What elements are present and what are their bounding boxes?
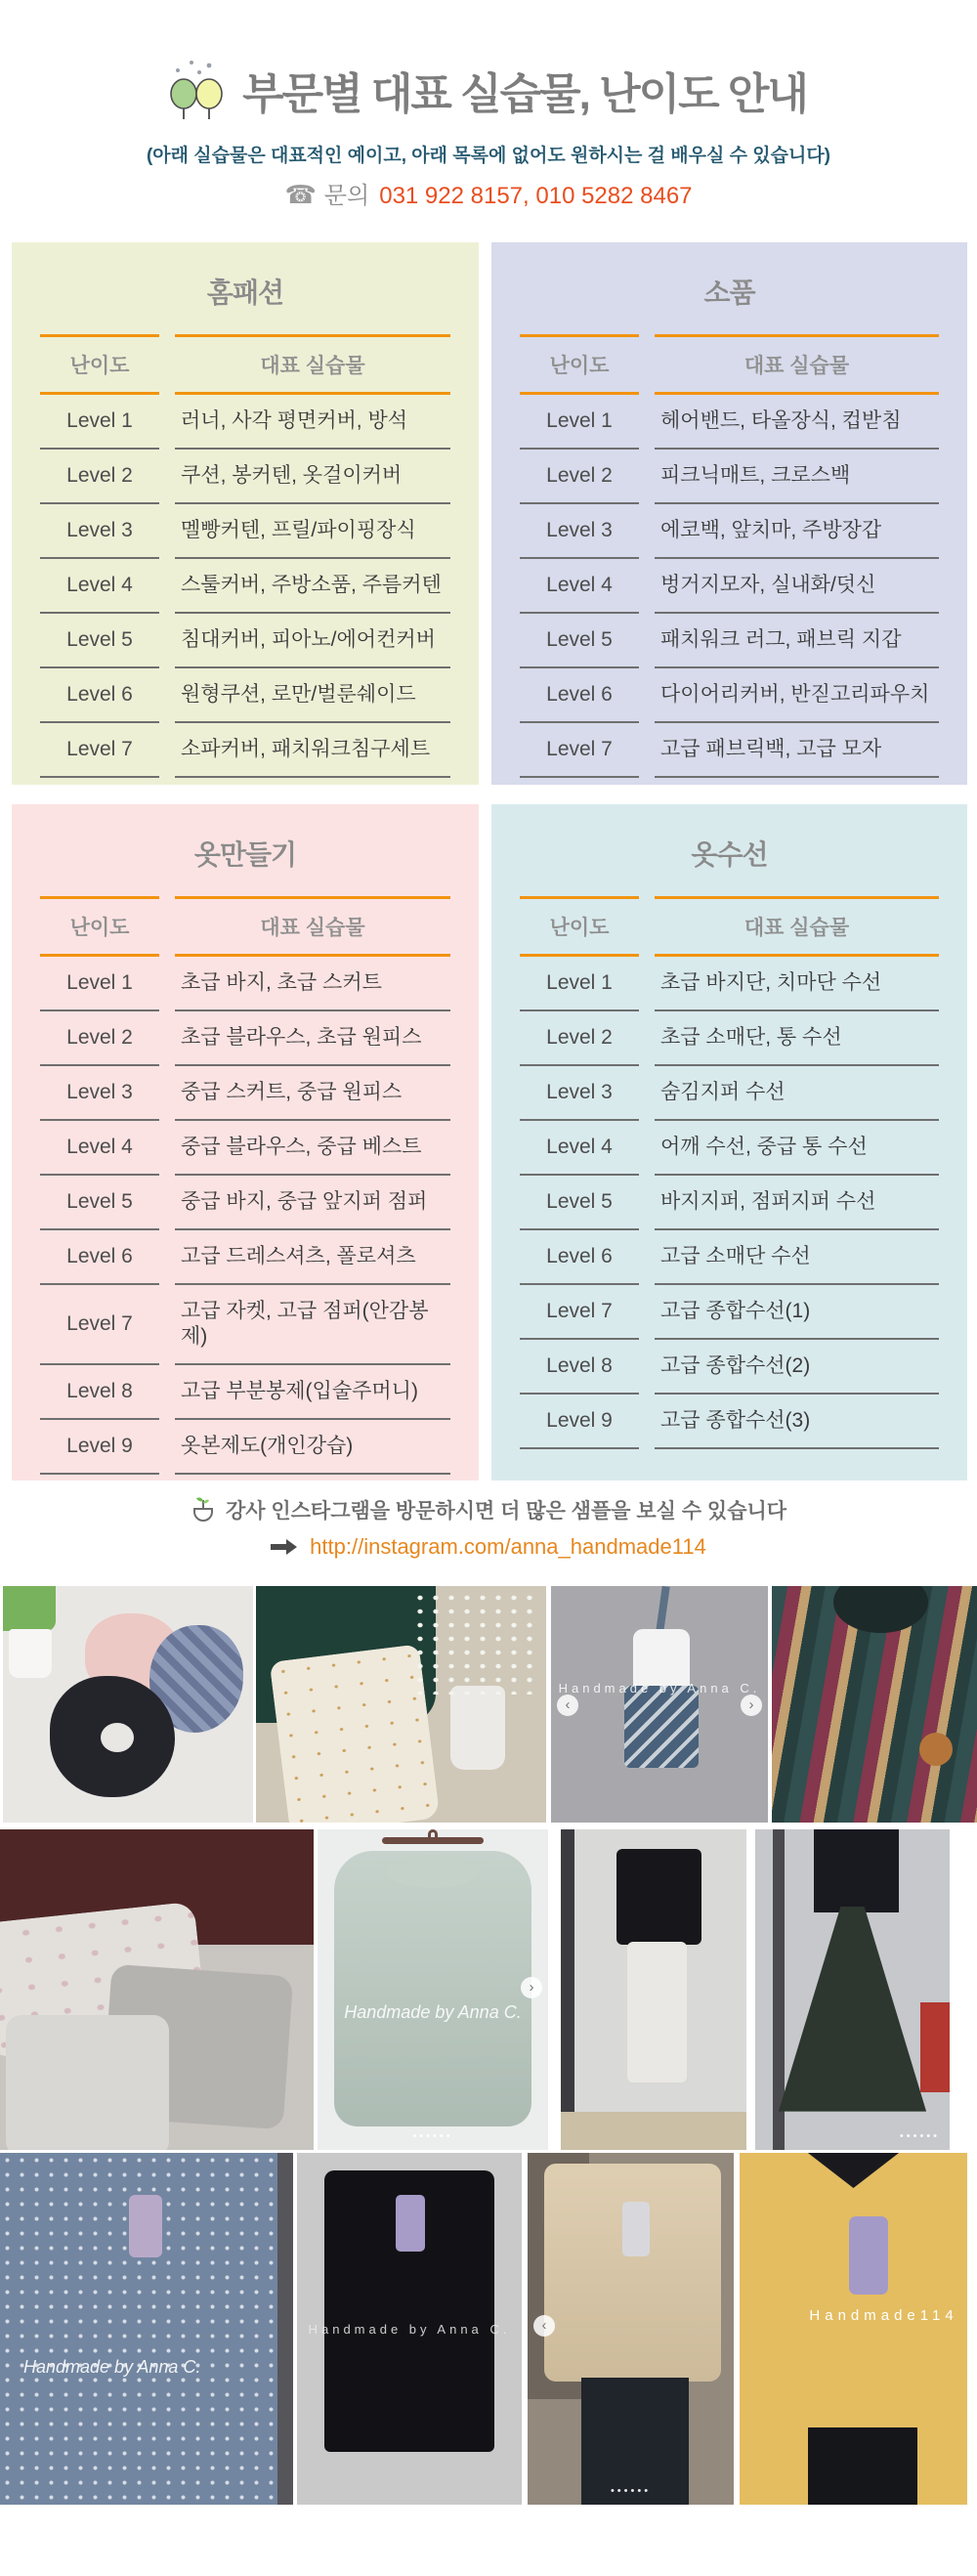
potted-sprout-icon (191, 1495, 216, 1524)
photo-drawstring-pouch (256, 1586, 546, 1823)
contact-label: 문의 (323, 183, 370, 209)
table-row (520, 559, 939, 614)
right-arrow-icon (271, 1538, 298, 1556)
table-row (520, 1285, 939, 1340)
items-cell: 침대커버, 피아노/에어컨커버 (175, 614, 450, 668)
table-row (40, 1121, 450, 1176)
items-cell: 러너, 사각 평면커버, 방석 (175, 395, 450, 450)
column-header-level: 난이도 (520, 896, 639, 957)
watermark: Handmade by Anna C. (23, 2356, 201, 2377)
hanger-shape (382, 1837, 484, 1844)
column-header-items: 대표 실습물 (655, 334, 939, 395)
table-row (520, 1230, 939, 1285)
phone-shape (129, 2195, 162, 2257)
table-row (520, 723, 939, 778)
level-cell: Level 4 (40, 559, 159, 614)
items-cell: 고급 소매단 수선 (655, 1230, 939, 1285)
watermark: Handmade by Anna C. (558, 1680, 761, 1696)
level-cell: Level 4 (520, 1121, 639, 1176)
items-cell: 고급 자켓, 고급 점퍼(안감봉제) (175, 1285, 450, 1365)
table-row (520, 1176, 939, 1230)
vase-shape (450, 1686, 505, 1770)
items-cell: 고급 부분봉제(입술주머니) (175, 1365, 450, 1420)
carousel-dots: •••••• (412, 2130, 453, 2142)
flared-skirt-shape (779, 1907, 926, 2112)
level-cell: Level 2 (520, 450, 639, 504)
table-row (40, 957, 450, 1011)
items-cell: 초급 바지단, 치마단 수선 (655, 957, 939, 1011)
carousel-dots: •••••• (610, 2485, 652, 2497)
items-cell: 고급 패브릭백, 고급 모자 (655, 723, 939, 778)
items-cell: 중급 스커트, 중급 원피스 (175, 1066, 450, 1121)
collar-shape (808, 2153, 899, 2188)
items-cell: 패치워크 러그, 패브릭 지갑 (655, 614, 939, 668)
photo-blue-dress-selfie (0, 2153, 293, 2505)
flowers-decor (412, 1591, 540, 1695)
table-row (40, 1176, 450, 1230)
level-cell: Level 5 (40, 614, 159, 668)
mirror-frame-shape (561, 1829, 574, 2150)
items-cell: 헤어밴드, 타올장식, 컵받침 (655, 395, 939, 450)
contact-line (0, 176, 977, 210)
level-cell: Level 1 (520, 395, 639, 450)
pot-decor (9, 1629, 52, 1678)
table-row (40, 723, 450, 778)
level-cell: Level 6 (520, 668, 639, 723)
items-cell: 옷본제도(개인강습) (175, 1420, 450, 1475)
table-body (520, 395, 939, 778)
watermark: Handmade by Anna C. (308, 2321, 511, 2337)
table-row (40, 1011, 450, 1066)
blouse-shape (334, 1851, 532, 2126)
twin-trees-icon (170, 57, 227, 121)
table-row (520, 957, 939, 1011)
table-row (520, 1011, 939, 1066)
instagram-link-row (0, 1534, 977, 1560)
items-cell: 쿠션, 봉커텐, 옷걸이커버 (175, 450, 450, 504)
column-header-level: 난이도 (40, 334, 159, 395)
items-cell: 중급 블라우스, 중급 베스트 (175, 1121, 450, 1176)
items-cell: 고급 종합수선(2) (655, 1340, 939, 1395)
chevron-left-icon[interactable]: ‹ (533, 2315, 555, 2337)
watermark: Handmade by Anna C. (344, 2002, 522, 2023)
table-row (40, 614, 450, 668)
table-row (40, 668, 450, 723)
panel-clothing-making (12, 804, 479, 1481)
phone-icon: ☎ (284, 180, 317, 209)
panel-homefashion (12, 242, 479, 785)
contact-phone-numbers: 031 922 8157, 010 5282 8467 (379, 183, 693, 209)
photo-cup-sleeve (551, 1586, 768, 1823)
level-cell: Level 5 (520, 1176, 639, 1230)
level-cell: Level 5 (40, 1176, 159, 1230)
sleeve-shape (624, 1686, 699, 1768)
items-cell: 고급 종합수선(3) (655, 1395, 939, 1449)
photo-flared-skirt-selfie (755, 1829, 950, 2150)
level-cell: Level 7 (520, 723, 639, 778)
column-header-level: 난이도 (520, 334, 639, 395)
items-cell: 바지지퍼, 점퍼지퍼 수선 (655, 1176, 939, 1230)
level-cell: Level 7 (40, 1285, 159, 1365)
table-row (520, 504, 939, 559)
photo-white-pants-selfie (561, 1829, 746, 2150)
photo-bucket-bag (772, 1586, 977, 1823)
table-row (520, 395, 939, 450)
page-title: 부문별 대표 실습물, 난이도 안내 (242, 70, 807, 118)
photo-yellow-jacket-selfie (740, 2153, 967, 2505)
dark-pants-shape (808, 2427, 917, 2505)
items-cell: 스툴커버, 주방소품, 주름커텐 (175, 559, 450, 614)
level-table (24, 334, 466, 778)
level-cell: Level 1 (40, 957, 159, 1011)
level-table (504, 896, 955, 1449)
table-row (520, 614, 939, 668)
watermark: Handmade114 (809, 2307, 958, 2325)
beige-jacket-shape (544, 2164, 721, 2382)
level-cell: Level 4 (520, 559, 639, 614)
panel-title: 소품 (703, 278, 755, 308)
items-cell: 다이어리커버, 반짇고리파우치 (655, 668, 939, 723)
table-row (520, 1340, 939, 1395)
floor-shape (561, 2112, 746, 2150)
table-row (40, 1230, 450, 1285)
photo-black-coat-selfie (297, 2153, 522, 2505)
bag-cinch-shape (833, 1586, 928, 1633)
items-cell: 초급 소매단, 통 수선 (655, 1011, 939, 1066)
phone-shape (849, 2216, 888, 2295)
items-cell: 멜빵커텐, 프릴/파이핑장식 (175, 504, 450, 559)
table-body (40, 957, 450, 1475)
phone-shape (396, 2195, 425, 2252)
table-body (520, 957, 939, 1449)
instagram-link[interactable]: http://instagram.com/anna_handmade114 (310, 1534, 706, 1559)
level-cell: Level 8 (520, 1340, 639, 1395)
instagram-note-text: 강사 인스타그램을 방문하시면 더 많은 샘플을 보실 수 있습니다 (225, 1500, 787, 1523)
level-table (24, 896, 466, 1475)
dark-top-shape (814, 1829, 900, 1912)
pillow-shape (6, 2015, 169, 2150)
panel-accessories (491, 242, 967, 785)
table-row (520, 1066, 939, 1121)
instagram-note (0, 1495, 977, 1524)
level-cell: Level 2 (520, 1011, 639, 1066)
column-header-items: 대표 실습물 (655, 896, 939, 957)
scrunchie-hole (101, 1723, 134, 1752)
phone-shape (622, 2202, 650, 2256)
red-cabinet-shape (920, 2002, 950, 2092)
chevron-right-icon[interactable]: › (521, 1977, 542, 1998)
items-cell: 초급 블라우스, 초급 원피스 (175, 1011, 450, 1066)
black-top-shape (616, 1849, 701, 1945)
items-cell: 원형쿠션, 로만/벌룬쉐이드 (175, 668, 450, 723)
level-cell: Level 1 (40, 395, 159, 450)
items-cell: 벙거지모자, 실내화/덧신 (655, 559, 939, 614)
level-cell: Level 3 (40, 504, 159, 559)
level-cell: Level 2 (40, 450, 159, 504)
panel-title: 홈패션 (206, 278, 284, 308)
photo-beige-jacket-selfie (528, 2153, 734, 2505)
level-cell: Level 4 (40, 1121, 159, 1176)
panel-title: 옷수선 (691, 839, 768, 870)
items-cell: 숨김지퍼 수선 (655, 1066, 939, 1121)
level-cell: Level 5 (520, 614, 639, 668)
level-cell: Level 9 (40, 1420, 159, 1475)
level-cell: Level 8 (40, 1365, 159, 1420)
level-cell: Level 9 (520, 1395, 639, 1449)
items-cell: 고급 종합수선(1) (655, 1285, 939, 1340)
mirror-frame-shape (277, 2153, 293, 2505)
level-cell: Level 3 (520, 504, 639, 559)
items-cell: 어깨 수선, 중급 통 수선 (655, 1121, 939, 1176)
table-row (40, 504, 450, 559)
items-cell: 에코백, 앞치마, 주방장갑 (655, 504, 939, 559)
level-cell: Level 7 (520, 1285, 639, 1340)
plant-decor (3, 1586, 56, 1631)
panel-title: 옷만들기 (193, 839, 297, 870)
table-row (520, 1395, 939, 1449)
table-row (40, 1420, 450, 1475)
level-cell: Level 1 (520, 957, 639, 1011)
level-cell: Level 3 (520, 1066, 639, 1121)
level-cell: Level 3 (40, 1066, 159, 1121)
items-cell: 중급 바지, 중급 앞지퍼 점퍼 (175, 1176, 450, 1230)
table-row (520, 668, 939, 723)
items-cell: 소파커버, 패치워크침구세트 (175, 723, 450, 778)
level-table (504, 334, 955, 778)
table-row (520, 1121, 939, 1176)
column-header-items: 대표 실습물 (175, 896, 450, 957)
table-row (40, 559, 450, 614)
ruffle-collar-shape (387, 1855, 479, 1888)
items-cell: 고급 드레스셔츠, 폴로셔츠 (175, 1230, 450, 1285)
items-cell: 초급 바지, 초급 스커트 (175, 957, 450, 1011)
table-row (520, 450, 939, 504)
items-cell: 피크닉매트, 크로스백 (655, 450, 939, 504)
table-body (40, 395, 450, 778)
photo-ruffle-bedding (0, 1829, 314, 2150)
column-header-items: 대표 실습물 (175, 334, 450, 395)
carousel-dots: •••••• (899, 2130, 940, 2142)
header (0, 57, 977, 121)
panel-clothing-repair (491, 804, 967, 1481)
table-row (40, 395, 450, 450)
photo-ruffle-blouse (318, 1829, 548, 2150)
table-row (40, 1066, 450, 1121)
chevron-left-icon[interactable]: ‹ (557, 1695, 578, 1716)
column-header-level: 난이도 (40, 896, 159, 957)
table-row (40, 1285, 450, 1365)
table-row (40, 450, 450, 504)
level-cell: Level 6 (40, 668, 159, 723)
level-cell: Level 6 (520, 1230, 639, 1285)
level-cell: Level 6 (40, 1230, 159, 1285)
photo-scrunchies (3, 1586, 253, 1823)
chevron-right-icon[interactable]: › (741, 1695, 762, 1716)
page-subtitle: (아래 실습물은 대표적인 예이고, 아래 목록에 없어도 원하시는 걸 배우실 수 있습니다) (146, 146, 831, 166)
bag-tag-shape (919, 1733, 953, 1766)
table-row (40, 1365, 450, 1420)
level-cell: Level 7 (40, 723, 159, 778)
level-cell: Level 2 (40, 1011, 159, 1066)
white-pants-shape (627, 1942, 687, 2082)
